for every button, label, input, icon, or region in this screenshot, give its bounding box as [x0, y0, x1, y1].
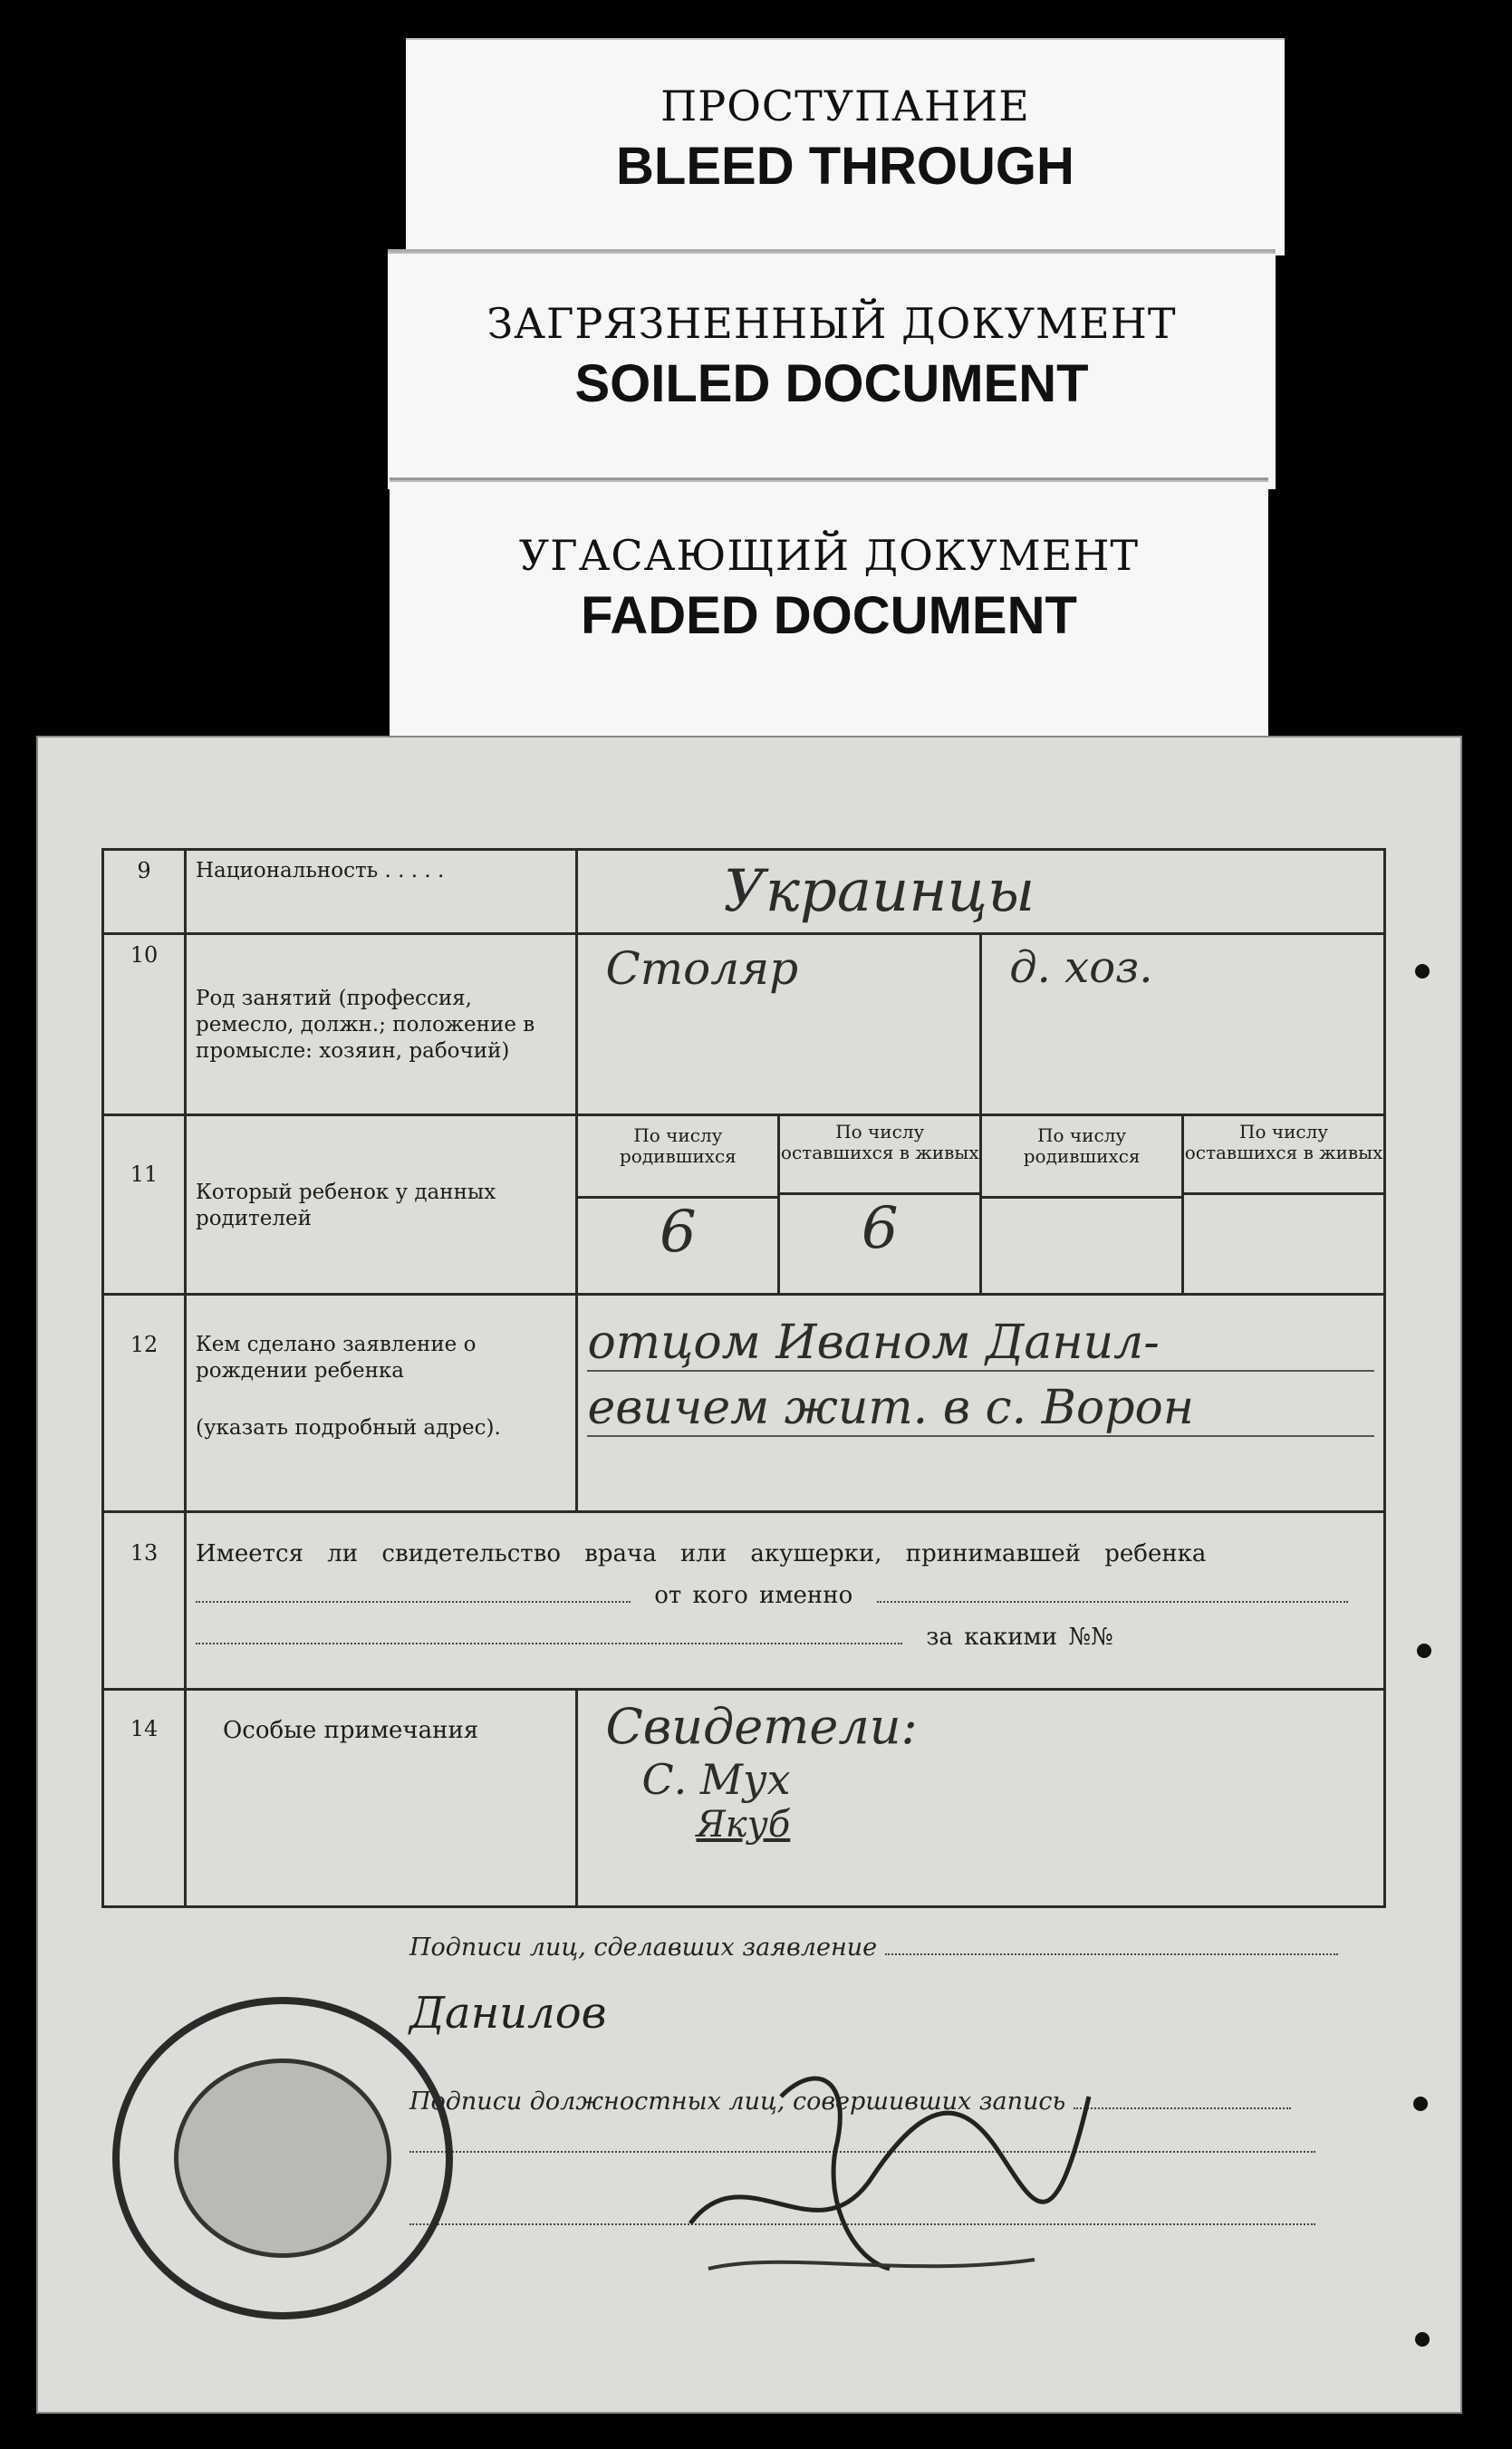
born-count-value: 6: [660, 1199, 697, 1266]
occupation-mother-cell: [981, 934, 1385, 1115]
row-number: 12: [103, 1295, 186, 1512]
seal-center: [174, 2059, 391, 2258]
child-order-label: Который ребенок у данных родителей: [185, 1115, 576, 1295]
by-numbers-line: [196, 1624, 1374, 1651]
punch-hole: [1417, 1644, 1431, 1658]
born-count-mother-cell: [981, 1115, 1183, 1295]
applicant-label: Кем сделано заявление о рождении ребенка: [195, 1333, 477, 1383]
living-count-father-cell: [779, 1115, 981, 1295]
form-row-11: [103, 1115, 1385, 1295]
document-sheet: [36, 736, 1462, 2414]
notes-line-3: Якуб: [696, 1804, 791, 1846]
applicant-line-2: евичем жит. в с. Ворон: [587, 1381, 1374, 1437]
row-label: Национальность . . . . .: [185, 850, 576, 934]
column-header: По числу родившихся: [578, 1116, 777, 1199]
living-count-value: 6: [861, 1195, 899, 1262]
notes-value-cell: [577, 1690, 1385, 1907]
punch-hole: [1415, 964, 1430, 979]
form-row-14: [103, 1690, 1385, 1907]
form-row-12: [103, 1295, 1385, 1512]
official-seal: [112, 1997, 453, 2319]
officials-signature-label: Подписи должностных лиц, совершивших запись: [409, 2087, 1066, 2116]
applicant-signature: Данилов: [409, 1988, 607, 2039]
notes-label: Особые примечания: [185, 1690, 576, 1907]
occupation-father-value: Столяр: [605, 942, 799, 995]
nationality-label: Национальность: [195, 859, 379, 882]
by-numbers-label: за какими №№: [926, 1624, 1113, 1651]
nationality-value-cell: [577, 850, 1385, 934]
applicant-line-1: отцом Иваном Данил-: [587, 1316, 1374, 1372]
card-title-en: FADED DOCUMENT: [581, 586, 1077, 645]
living-count-mother-cell: [1183, 1115, 1385, 1295]
applicant-signature-line: [409, 1933, 1338, 1962]
row-number: 9: [103, 850, 186, 934]
form-row-9: [103, 850, 1385, 934]
occupation-label: Род занятий (профессия, ремесло, должн.; положение в промысле: хозяин, рабочий): [185, 934, 576, 1115]
bleed-through-card: [406, 38, 1285, 256]
faded-document-card: [390, 477, 1268, 737]
certificate-cell: [185, 1512, 1384, 1690]
row-number: 10: [103, 934, 186, 1115]
address-note: (указать подробный адрес).: [195, 1415, 501, 1440]
from-whom-line: [196, 1582, 1374, 1609]
nationality-value: Украинцы: [723, 858, 1035, 925]
official-signature: [672, 2042, 1107, 2296]
notes-line-2: С. Мух: [641, 1755, 791, 1804]
form-row-10: [103, 934, 1385, 1115]
column-header: По числу оставшихся в живых: [1184, 1116, 1383, 1195]
applicant-value-cell: [577, 1295, 1385, 1512]
born-count-father-cell: [577, 1115, 779, 1295]
card-title-en: SOILED DOCUMENT: [574, 354, 1089, 413]
certificate-question: Имеется ли свидетельство врача или акушерки, принимавшей ребенка: [195, 1540, 1207, 1567]
occupation-mother-value: д. хоз.: [1009, 942, 1153, 993]
card-title-en: BLEED THROUGH: [616, 137, 1074, 196]
from-whom-label: от кого именно: [654, 1582, 853, 1609]
soiled-document-card: [388, 249, 1276, 489]
row-number: 13: [103, 1512, 186, 1690]
punch-hole: [1415, 2332, 1430, 2347]
column-header: По числу оставшихся в живых: [780, 1116, 979, 1195]
form-row-13: [103, 1512, 1385, 1690]
birth-record-form: [101, 848, 1386, 1908]
card-title-ru: ПРОСТУПАНИЕ: [660, 82, 1030, 130]
card-title-ru: УГАСАЮЩИЙ ДОКУМЕНТ: [518, 531, 1140, 580]
punch-hole: [1413, 2097, 1428, 2111]
card-title-ru: ЗАГРЯЗНЕННЫЙ ДОКУМЕНТ: [486, 299, 1177, 348]
applicant-signature-label: Подписи лиц, сделавших заявление: [409, 1933, 878, 1962]
row-number: 14: [103, 1690, 186, 1907]
row-number: 11: [103, 1115, 186, 1295]
notes-line-1: Свидетели:: [605, 1698, 918, 1755]
column-header: По числу родившихся: [982, 1116, 1181, 1199]
occupation-father-cell: [577, 934, 981, 1115]
applicant-label-cell: [185, 1295, 576, 1512]
